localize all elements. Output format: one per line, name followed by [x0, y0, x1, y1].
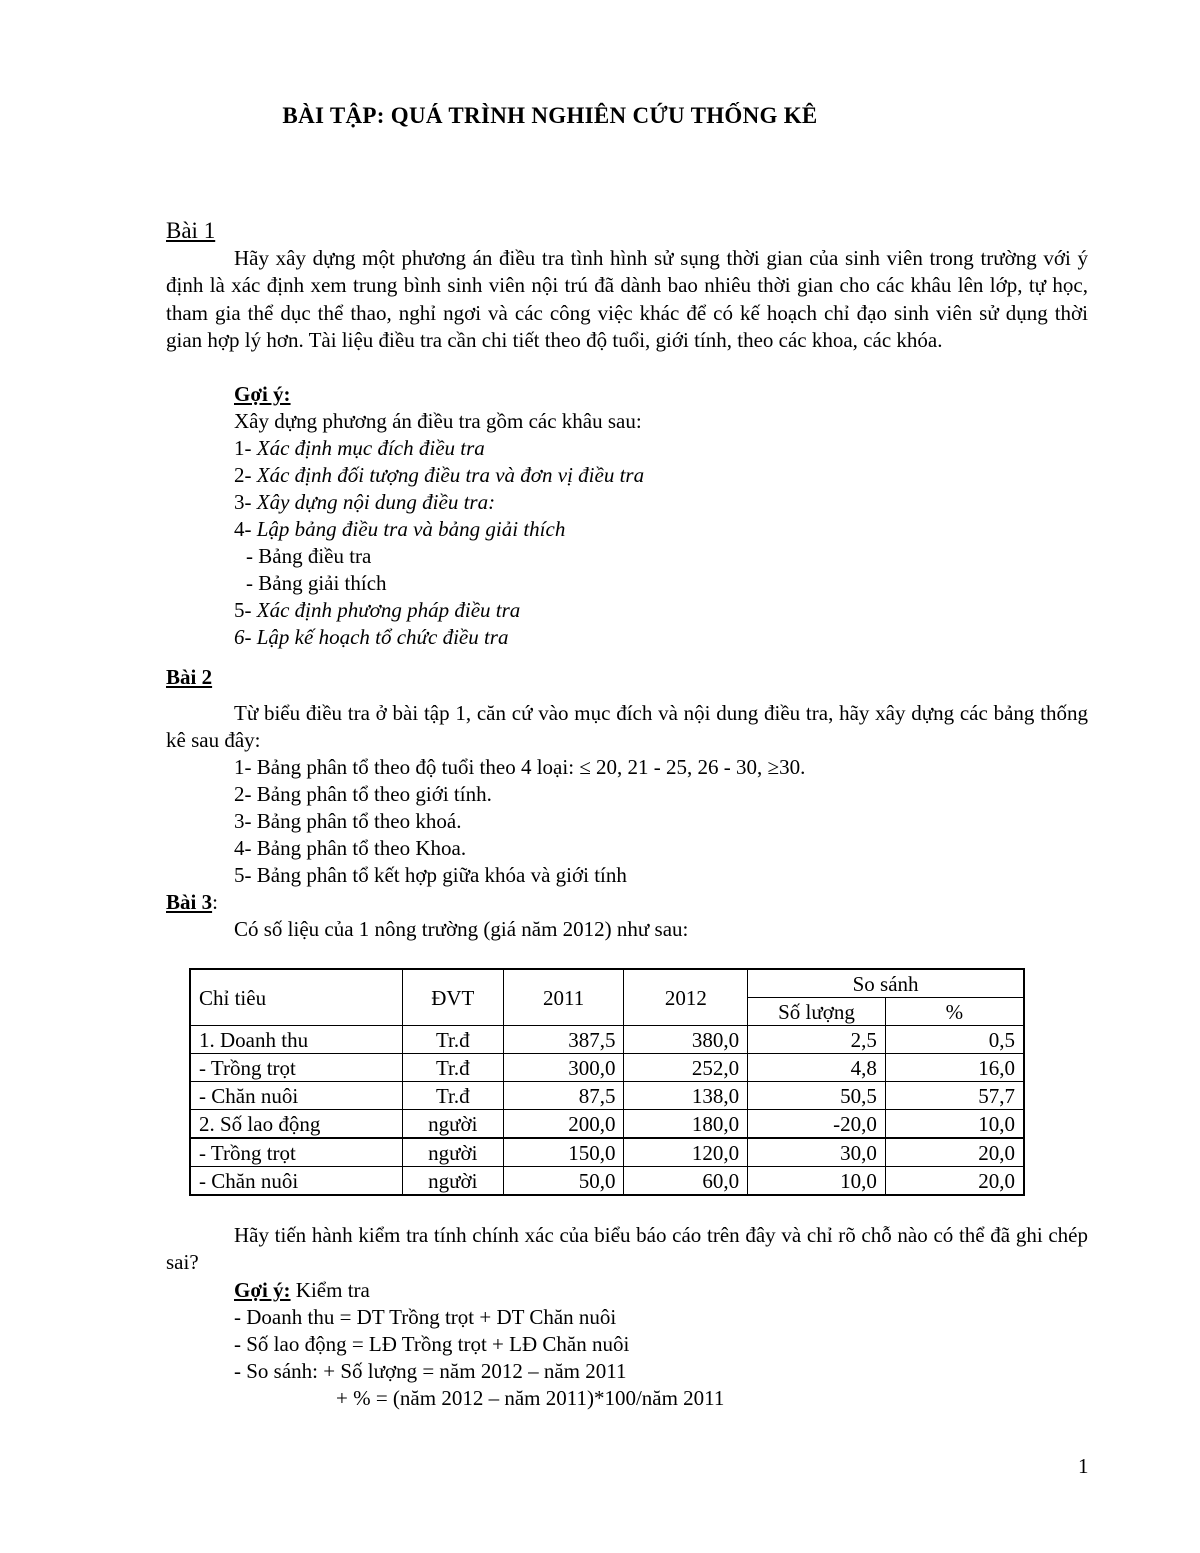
bai3-hint-label: Gợi ý:	[234, 1278, 291, 1302]
cell-2011: 50,0	[503, 1167, 624, 1196]
cell-dvt: người	[402, 1167, 503, 1196]
cell-dvt: Tr.đ	[402, 1026, 503, 1054]
bai3-hint: Gợi ý: Kiểm tra	[234, 1278, 370, 1302]
bai3-heading-line: Bài 3:	[166, 890, 218, 914]
cell-2012: 138,0	[624, 1082, 748, 1110]
bai2-heading: Bài 2	[166, 665, 213, 689]
page-title: BÀI TẬP: QUÁ TRÌNH NGHIÊN CỨU THỐNG KÊ	[282, 103, 818, 128]
bai1-hint-label: Gợi ý:	[234, 382, 291, 406]
table-row	[190, 1110, 1024, 1139]
cell-dvt: người	[402, 1110, 503, 1139]
cell-2011: 300,0	[503, 1054, 624, 1082]
cell-chi-tieu: 1. Doanh thu	[190, 1026, 402, 1054]
cell-2012: 252,0	[624, 1054, 748, 1082]
header-chi-tieu: Chỉ tiêu	[190, 969, 402, 1026]
bai3-check-1: - Doanh thu = DT Trồng trọt + DT Chăn nuôi	[234, 1305, 617, 1329]
header-so-luong: Số lượng	[748, 998, 886, 1026]
cell-chi-tieu: 2. Số lao động	[190, 1110, 402, 1139]
bai2-paragraph: Từ biểu điều tra ở bài tập 1, căn cứ vào mục đích và nội dung điều tra, hãy xây dựng các bảng thống kê sau đây:	[166, 701, 1088, 753]
bai2-item-5: 5- Bảng phân tổ kết hợp giữa khóa và giới tính	[234, 863, 627, 887]
cell-so-luong: 50,5	[748, 1082, 886, 1110]
cell-dvt: Tr.đ	[402, 1054, 503, 1082]
cell-chi-tieu: - Chăn nuôi	[190, 1082, 402, 1110]
cell-so-luong: 30,0	[748, 1138, 886, 1167]
bai1-step-6: 6- Lập kế hoạch tổ chức điều tra	[234, 625, 509, 649]
bai3-check-3: - So sánh: + Số lượng = năm 2012 – năm 2011	[234, 1359, 627, 1383]
cell-2012: 60,0	[624, 1167, 748, 1196]
cell-chi-tieu: - Chăn nuôi	[190, 1167, 402, 1196]
bai1-step-4: 4- Lập bảng điều tra và bảng giải thích	[234, 517, 566, 541]
bai2-item-3: 3- Bảng phân tổ theo khoá.	[234, 809, 462, 833]
table-row	[190, 1082, 1024, 1110]
cell-pct: 16,0	[885, 1054, 1024, 1082]
header-2011: 2011	[503, 969, 624, 1026]
cell-2011: 200,0	[503, 1110, 624, 1139]
cell-2012: 180,0	[624, 1110, 748, 1139]
table-row	[190, 1138, 1024, 1167]
table-row	[190, 1026, 1024, 1054]
bai2-item-2: 2- Bảng phân tổ theo giới tính.	[234, 782, 492, 806]
bai3-check-4: + % = (năm 2012 – năm 2011)*100/năm 2011	[336, 1386, 725, 1410]
cell-chi-tieu: - Trồng trọt	[190, 1054, 402, 1082]
cell-2012: 120,0	[624, 1138, 748, 1167]
cell-pct: 20,0	[885, 1167, 1024, 1196]
bai2-item-1: 1- Bảng phân tổ theo độ tuổi theo 4 loại: ≤ 20, 21 - 25, 26 - 30, ≥30.	[234, 755, 806, 779]
cell-2011: 150,0	[503, 1138, 624, 1167]
bai1-hint-intro: Xây dựng phương án điều tra gồm các khâu sau:	[234, 409, 642, 433]
bai1-paragraph: Hãy xây dựng một phương án điều tra tình hình sử sụng thời gian của sinh viên trong trường với ý định là xác định xem trung bình sinh viên nội trú đã dành bao nhiêu thời gian cho các khâu lên lớp, tự học, tham gia thể dục thể thao, nghỉ ngơi và các công việc khác để có kế hoạch chỉ đạo sinh viên sử dụng thời gian hợp lý hơn. Tài liệu điều tra cần chi tiết theo độ tuổi, giới tính, theo các khoa, các khóa.	[166, 246, 1088, 352]
bai1-step-2: 2- Xác định đối tượng điều tra và đơn vị điều tra	[234, 463, 645, 487]
bai1-heading: Bài 1	[166, 218, 216, 243]
page-number: 1	[1078, 1454, 1089, 1478]
bai1-step-4b: - Bảng giải thích	[246, 571, 387, 595]
cell-so-luong: 2,5	[748, 1026, 886, 1054]
bai1-step-4a: - Bảng điều tra	[246, 544, 372, 568]
bai1-step-3: 3- Xây dựng nội dung điều tra:	[234, 490, 496, 514]
bai3-intro: Có số liệu của 1 nông trường (giá năm 2012) như sau:	[234, 917, 689, 941]
bai3-heading: Bài 3	[166, 890, 213, 914]
cell-2012: 380,0	[624, 1026, 748, 1054]
header-so-sanh: So sánh	[748, 969, 1024, 998]
bai2-item-4: 4- Bảng phân tổ theo Khoa.	[234, 836, 467, 860]
bai1-step-1: 1- Xác định mục đích điều tra	[234, 436, 485, 460]
cell-pct: 0,5	[885, 1026, 1024, 1054]
header-dvt: ĐVT	[402, 969, 503, 1026]
bai3-check-2: - Số lao động = LĐ Trồng trọt + LĐ Chăn nuôi	[234, 1332, 630, 1356]
cell-pct: 10,0	[885, 1110, 1024, 1139]
cell-dvt: Tr.đ	[402, 1082, 503, 1110]
cell-2011: 87,5	[503, 1082, 624, 1110]
cell-chi-tieu: - Trồng trọt	[190, 1138, 402, 1167]
table-row	[190, 1167, 1024, 1196]
cell-so-luong: 4,8	[748, 1054, 886, 1082]
bai1-step-5: 5- Xác định phương pháp điều tra	[234, 598, 521, 622]
header-2012: 2012	[624, 969, 748, 1026]
bai3-question: Hãy tiến hành kiểm tra tính chính xác của biểu báo cáo trên đây và chỉ rõ chỗ nào có thể đã ghi chép sai?	[166, 1223, 1088, 1275]
cell-pct: 20,0	[885, 1138, 1024, 1167]
cell-so-luong: -20,0	[748, 1110, 886, 1139]
table-row	[190, 1054, 1024, 1082]
data-table	[189, 968, 1025, 1196]
header-pct: %	[885, 998, 1024, 1026]
cell-2011: 387,5	[503, 1026, 624, 1054]
cell-dvt: người	[402, 1138, 503, 1167]
cell-pct: 57,7	[885, 1082, 1024, 1110]
cell-so-luong: 10,0	[748, 1167, 886, 1196]
